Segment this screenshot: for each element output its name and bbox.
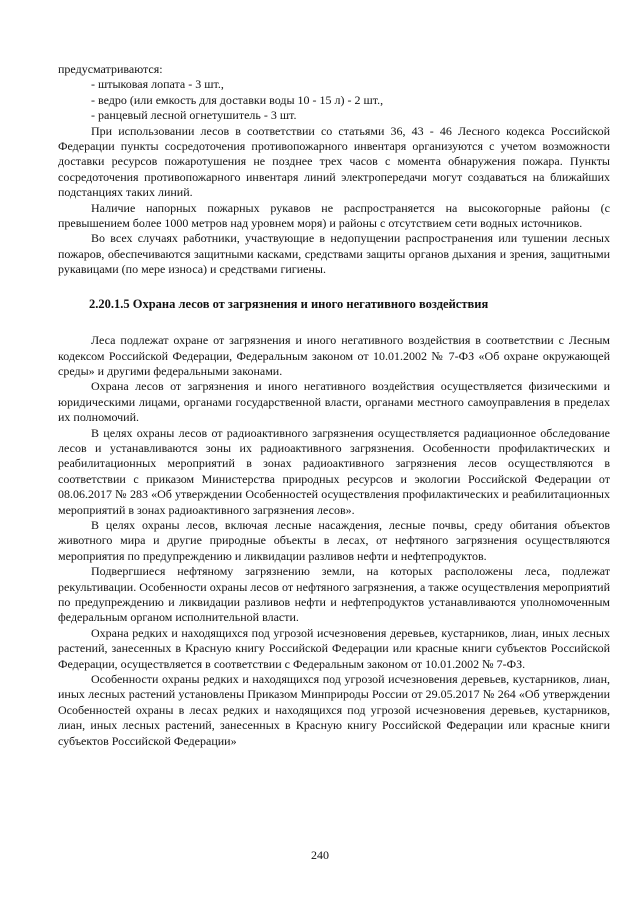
equipment-list [58, 77, 610, 123]
paragraph: В целях охраны лесов от радиоактивного загрязнения осуществляется радиационное обследование лесов и устанавливаются зоны их радиоактивного загрязнения. Особенности профилактических и реабилитационных мероприятий в зонах радиоактивного загрязнения лесов осуществляются в соответствии с приказом Министерства природных ресурсов и экологии Российской Федерации от 08.06.2017 № 283 «Об утверждении Особенностей осуществления профилактических и реабилитационных мероприятий в зонах радиоактивного загрязнения лесов». [58, 425, 610, 517]
section-heading: 2.20.1.5 Охрана лесов от загрязнения и иного негативного воздействия [89, 296, 489, 311]
list-item: - ранцевый лесной огнетушитель - 3 шт. [91, 108, 297, 123]
paragraph: Подвергшиеся нефтяному загрязнению земли, на которых расположены леса, подлежат рекультивации. Особенности охраны лесов от нефтяного загрязнения, а также осуществления мероприятий по предупреждению и ликвидации разливов нефти и нефтепродуктов устанавливаются уполномоченным федеральным органом исполнительной власти. [58, 564, 610, 625]
document-page [58, 62, 610, 749]
intro-line: предусматриваются: [58, 62, 163, 76]
list-item: - штыковая лопата - 3 шт., [91, 77, 224, 92]
paragraph: В целях охраны лесов, включая лесные насаждения, лесные почвы, среду обитания объектов животного мира и другие природные объекты в лесах, от нефтяного загрязнения осуществляются мероприятия по предупреждению и ликвидации разливов нефти и нефтепродуктов. [58, 517, 610, 563]
page-number: 240 [311, 848, 329, 862]
paragraph: Охрана лесов от загрязнения и иного негативного воздействия осуществляется физическими и юридическими лицами, органами государственной власти, органами местного самоуправления в пределах их полномочий. [58, 379, 610, 425]
paragraph: Особенности охраны редких и находящихся под угрозой исчезновения деревьев, кустарников, лиан, иных лесных растений установлены Приказом Минприроды России от 29.05.2017 № 264 «Об утверждении Особенностей охраны в лесах редких и находящихся под угрозой исчезновения деревьев, кустарников, лиан, иных лесных растений, занесенных в Красную книгу Российской Федерации или красные книги субъектов Российской Федерации» [58, 672, 610, 748]
paragraph: Наличие напорных пожарных рукавов не распространяется на высокогорные районы (с превышением более 1000 метров над уровнем моря) и районы с отсутствием сети водных источников. [58, 200, 610, 231]
paragraph: Во всех случаях работники, участвующие в недопущении распространения или тушении лесных пожаров, обеспечиваются защитными касками, средствами защиты органов дыхания и зрения, защитными рукавицами (по мере износа) и средствами гигиены. [58, 231, 610, 277]
paragraph: При использовании лесов в соответствии со статьями 36, 43 - 46 Лесного кодекса Российской Федерации пункты сосредоточения противопожарного инвентаря организуются с учетом возможности доставки ресурсов пожаротушения не позднее трех часов с момента обнаружения пожара. Пункты сосредоточения противопожарного инвентаря линий электропередачи могут создаваться на ближайших подстанциях таких линий. [58, 123, 610, 200]
paragraph: Леса подлежат охране от загрязнения и иного негативного воздействия в соответствии с Лесным кодексом Российской Федерации, Федеральным законом от 10.01.2002 № 7-ФЗ «Об охране окружающей среды» и другими федеральными законами. [58, 333, 610, 378]
paragraph: Охрана редких и находящихся под угрозой исчезновения деревьев, кустарников, лиан, иных лесных растений, занесенных в Красную книгу Российской Федерации или красные книги субъектов Российской Федерации, осуществляется в соответствии с Федеральным законом от 10.01.2002 № 7-ФЗ. [58, 625, 610, 671]
list-item: - ведро (или емкость для доставки воды 10 - 15 л) - 2 шт., [91, 92, 384, 107]
